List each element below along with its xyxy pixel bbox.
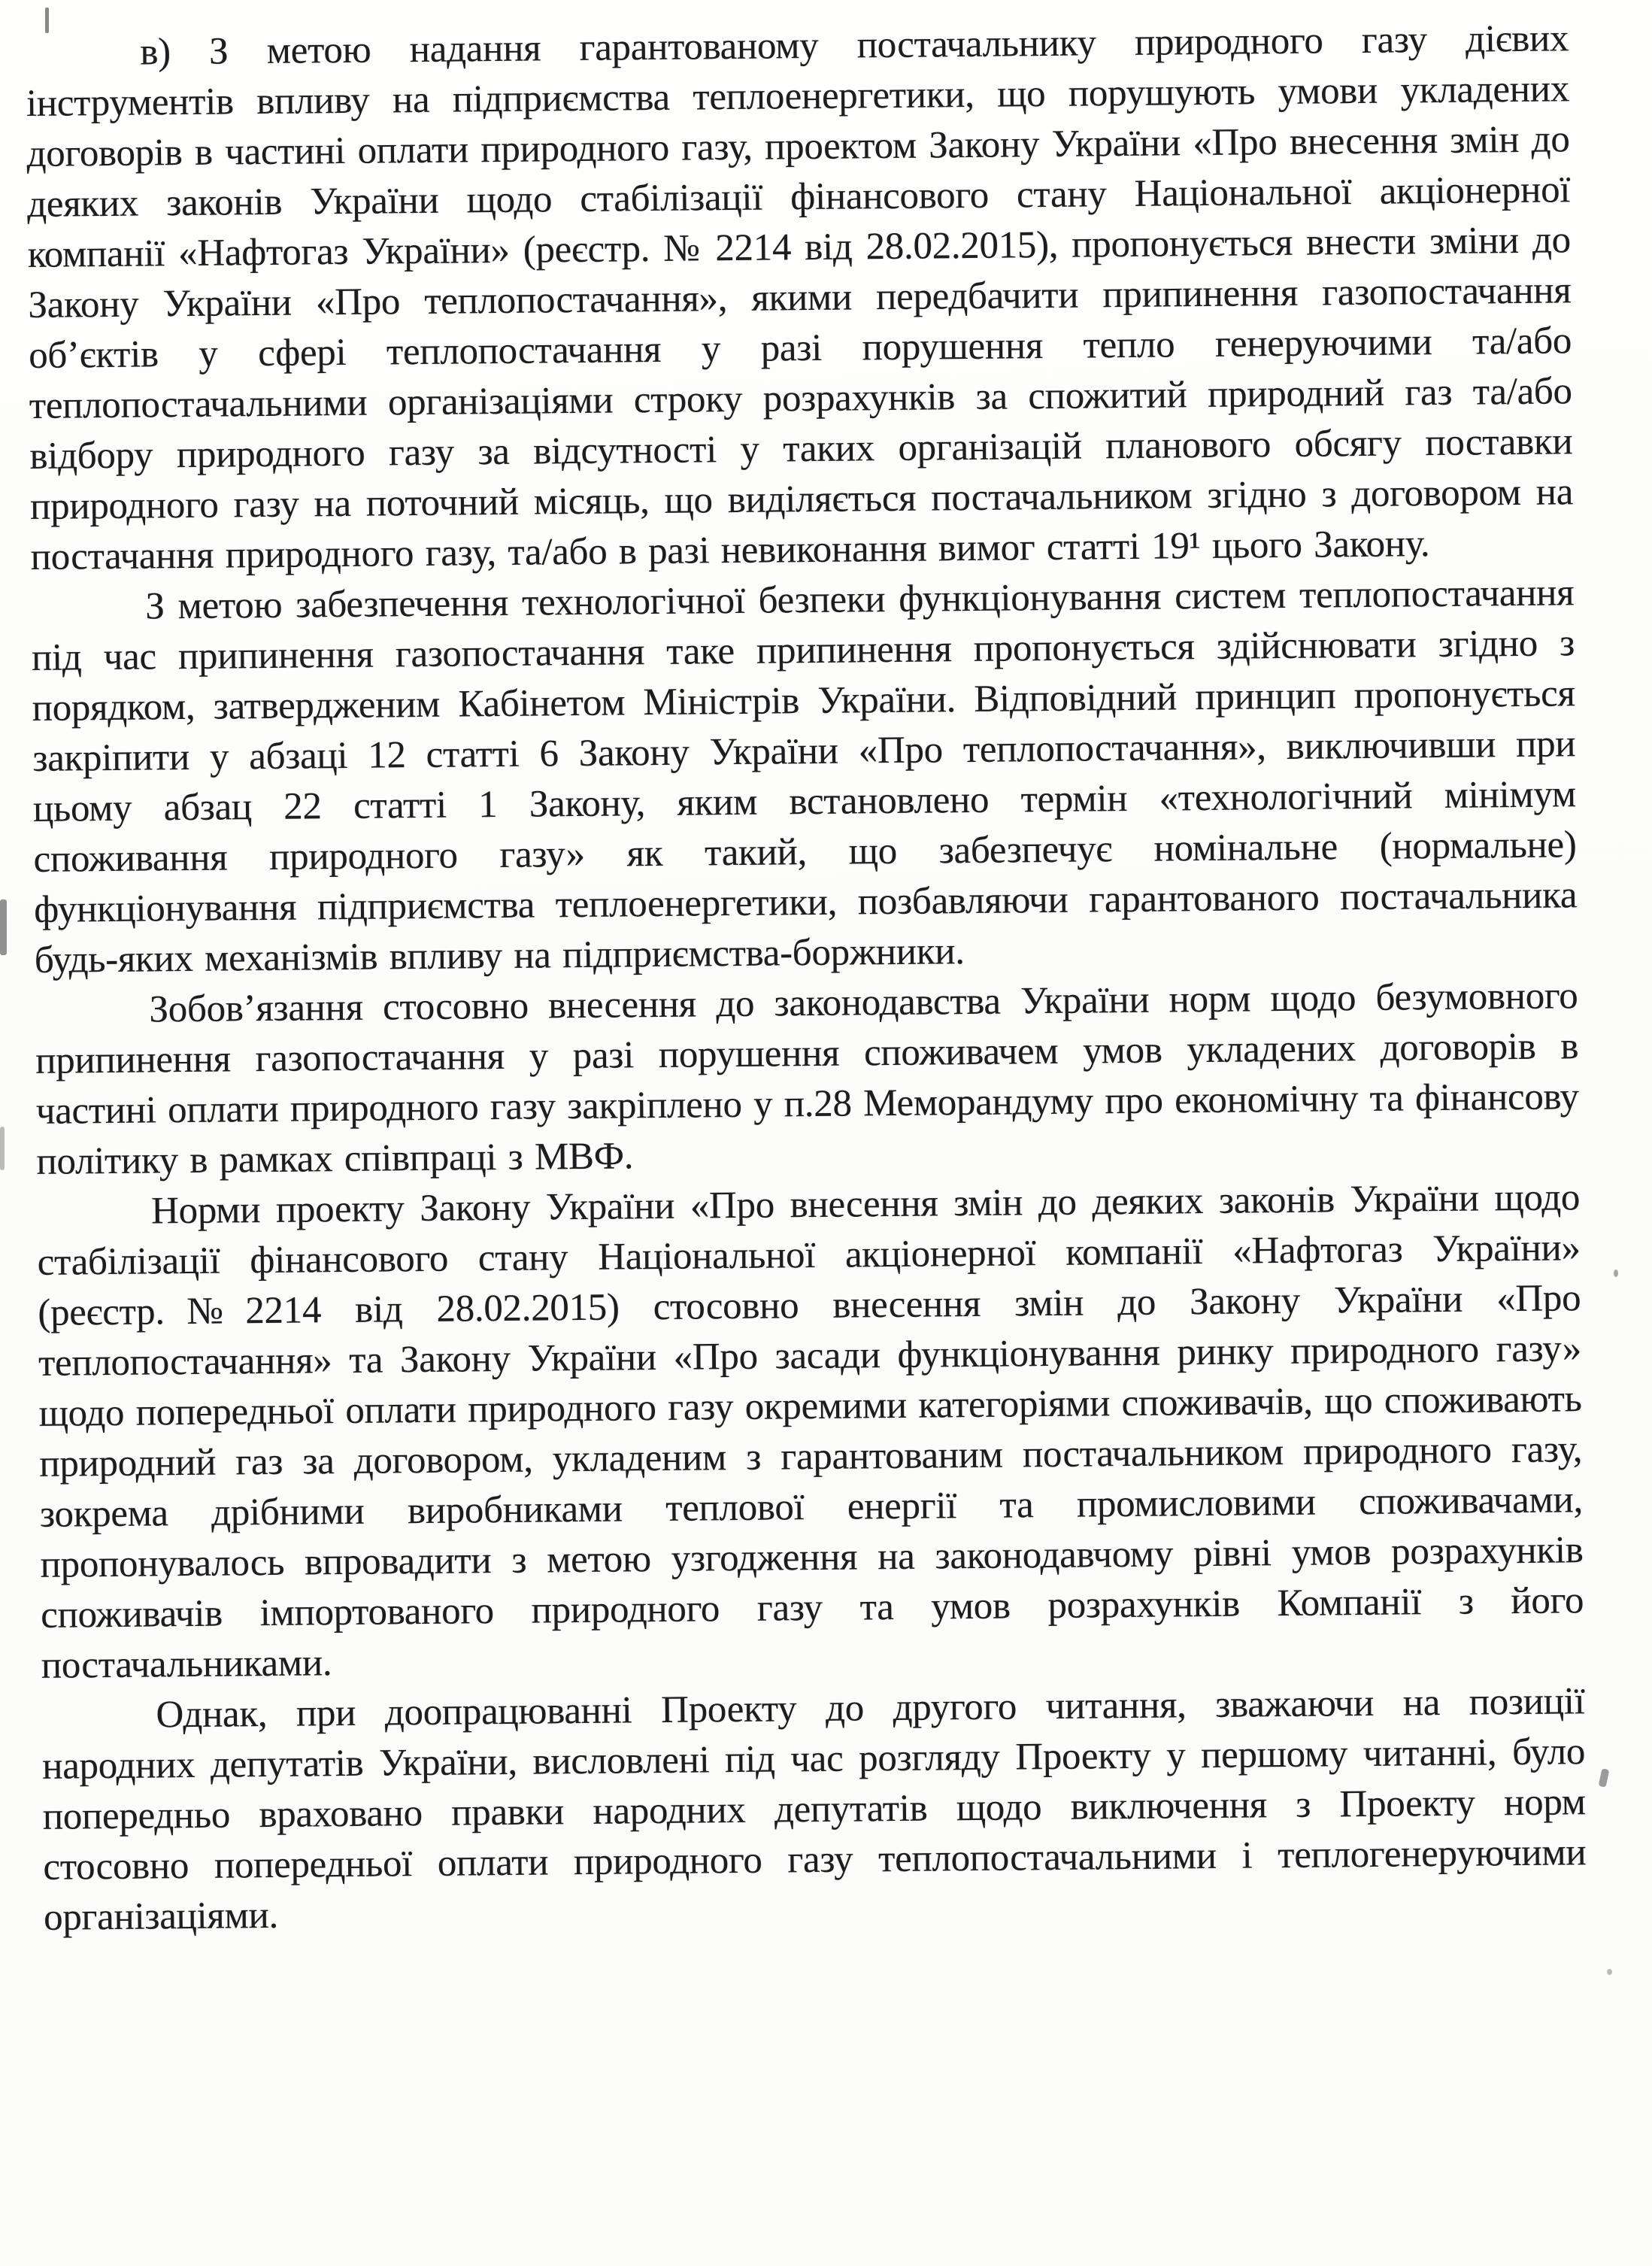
scan-smudge — [0, 1127, 5, 1170]
paragraph-5: Однак, при доопрацюванні Проекту до другого читання, зважаючи на позиції народних депутатів України, висловлені під час розгляду Проекту у першому читанні, було попередньо враховано правки народних депутатів щодо виключення з Проекту норм стосовно попередньої оплати природного газу теплопостачальними і теплогенеруючими організаціями. — [41, 1680, 1587, 1939]
paragraph-2: З метою забезпечення технологічної безпеки функціонування систем теплопостачання під час припинення газопостачання таке припинення пропонується здійснювати згідно з порядком, затвердженим Кабінетом Міністрів України. Відповідний принцип пропонується закріпити у абзаці 12 статті 6 Закону України «Про теплопостачання», виключивши при цьому абзац 22 статті 1 Закону, яким встановлено термін «технологічний мінімум споживання природного газу» як такий, що забезпечує номінальне (нормальне) функціонування підприємства теплоенергетики, позбавляючи гарантованого постачальника будь-яких механізмів впливу на підприємства-боржники. — [31, 572, 1578, 981]
scan-speck — [1599, 1768, 1610, 1788]
paragraph-4: Норми проекту Закону України «Про внесення змін до деяких законів України щодо стабілізації фінансового стану Національної акціонерної компанії «Нафтогаз України» (реєстр.№2214 від 28.02.2015) стосовно внесення змін до Закону України «Про теплопостачання» та Закону України «Про засади функціонування ринку природного газу» щодо попередньої оплати природного газу окремими категоріями споживачів, що споживають природний газ за договором, укладеним з гарантованим постачальником природного газу, зокрема дрібними виробниками теплової енергії та промисловими споживачами, пропонувалось впровадити з метою узгодження на законодавчому рівні умов розрахунків споживачів імпортованого природного газу та умов розрахунків Компанії з його постачальниками. — [37, 1176, 1584, 1687]
scan-speck — [1607, 1969, 1612, 1975]
document-text — [26, 14, 1587, 1943]
paragraph-3: Зобов’язання стосовно внесення до законодавства України норм щодо безумовного припинення газопостачання у разі порушення споживачем умов укладених договорів в частині оплати природного газу закріплено у п.28 Меморандуму про економічну та фінансову політику в рамках співпраці з МВФ. — [35, 975, 1579, 1183]
scan-smudge — [0, 899, 7, 955]
scan-speck — [1614, 1270, 1618, 1277]
paragraph-1: в) З метою надання гарантованому постачальнику природного газу дієвих інструментів впливу на підприємства теплоенергетики, що порушують умови укладених договорів в частині оплати природного газу, проектом Закону України «Про внесення змін до деяких законів України щодо стабілізації фінансового стану Національної акціонерної компанії «Нафтогаз України» (реєстр. № 2214 від 28.02.2015), пропонується внести зміни до Закону України «Про теплопостачання», якими передбачити припинення газопостачання об’єктів у сфері теплопостачання у разі порушення тепло генеруючими та/або теплопостачальними організаціями строку розрахунків за спожитий природний газ та/або відбору природного газу за відсутності у таких організацій планового обсягу поставки природного газу на поточний місяць, що виділяється постачальником згідно з договором на постачання природного газу, та/або в разі невиконання вимог статті 19¹ цього Закону. — [26, 17, 1574, 578]
